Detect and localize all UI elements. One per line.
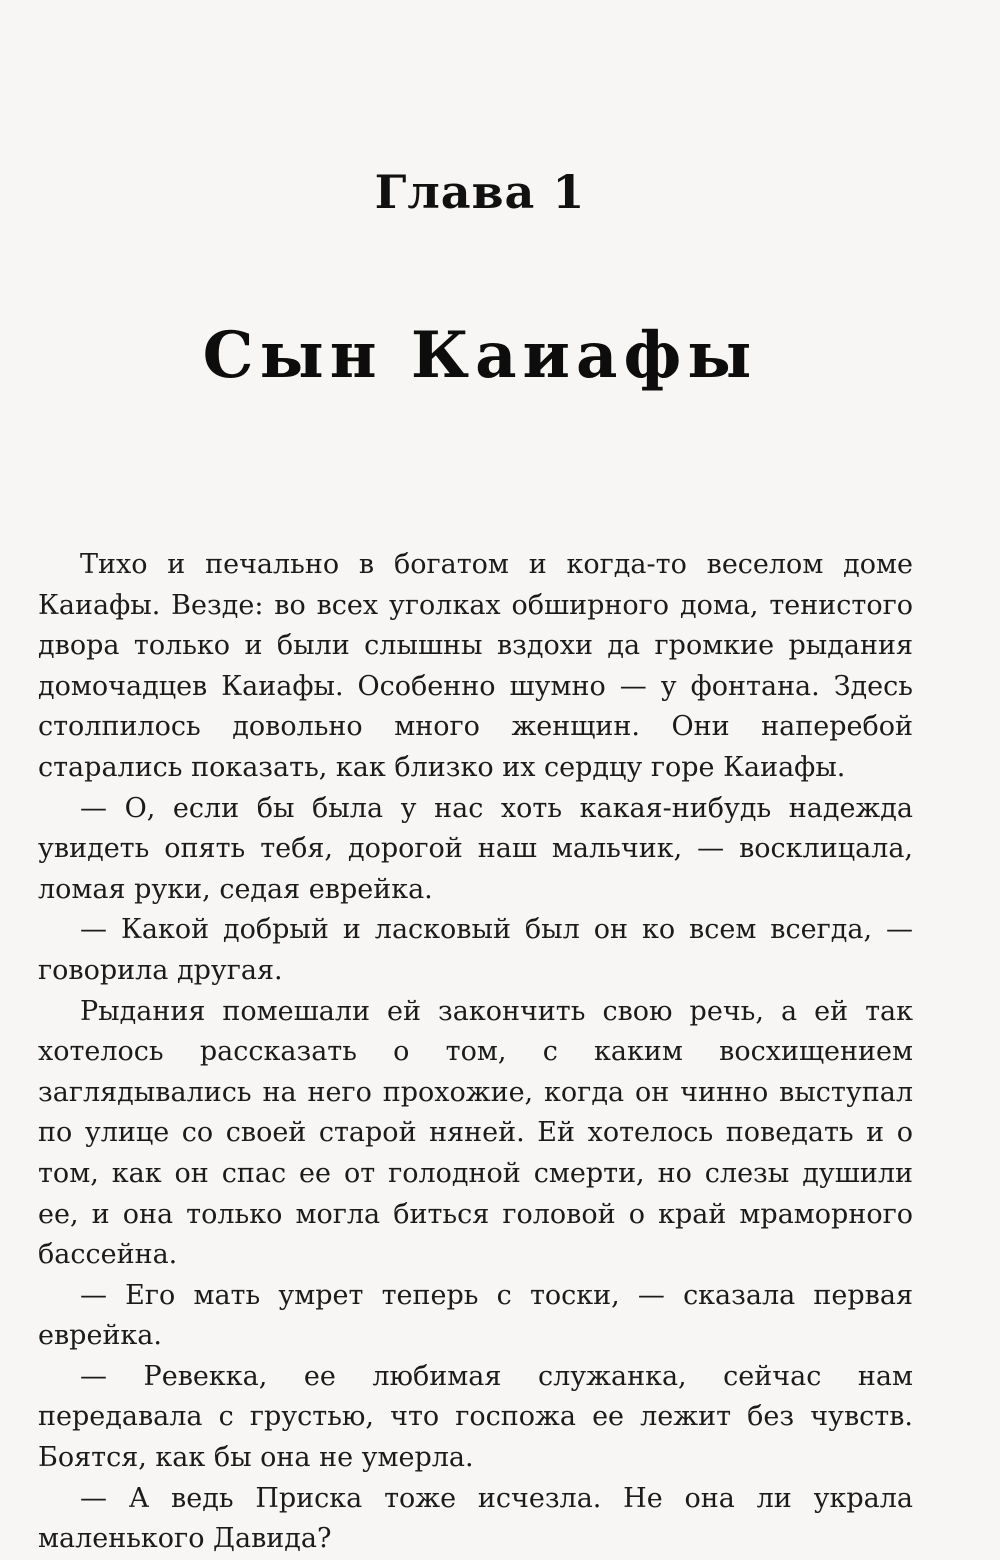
paragraph: Тихо и печально в богатом и когда-то веселом доме Каиафы. Везде: во всех уголках обширного дома, тенистого двора только и были слышны вздохи да громкие рыдания домочадцев Каиафы. Особенно шумно — у фонтана. Здесь столпилось довольно много женщин. Они наперебой старались показать, как близко их сердцу горе Каиафы. — [38, 549, 913, 783]
paragraph: — Его мать умрет теперь с тоски, — сказала первая еврейка. — [38, 1279, 913, 1352]
paragraph: Рыдания помешали ей закончить свою речь, а ей так хотелось рассказать о том, с каким восхищением заглядывались на него прохожие, когда он чинно выступал по улице со своей старой няней. Ей хотелось поведать и о том, как он спас ее от голодной смерти, но слезы душили ее, и она только могла биться головой о край мраморного бассейна. — [38, 995, 913, 1271]
paragraph: — Ревекка, ее любимая служанка, сейчас нам передавала с грустью, что госпожа ее лежит без чувств. Боятся, как бы она не умерла. — [38, 1360, 913, 1474]
paragraph: — А ведь Приска тоже исчезла. Не она ли украла маленького Давида? — [38, 1482, 913, 1555]
body-text — [38, 545, 913, 1560]
paragraph: — Какой добрый и ласковый был он ко всем всегда, — говорила другая. — [38, 914, 913, 986]
chapter-label: Глава 1 — [374, 165, 586, 219]
paragraph: — О, если бы была у нас хоть какая-нибудь надежда увидеть опять тебя, дорогой наш мальчик, — восклицала, ломая руки, седая еврейка. — [38, 792, 913, 905]
chapter-title: Сын Каиафы — [202, 318, 758, 393]
